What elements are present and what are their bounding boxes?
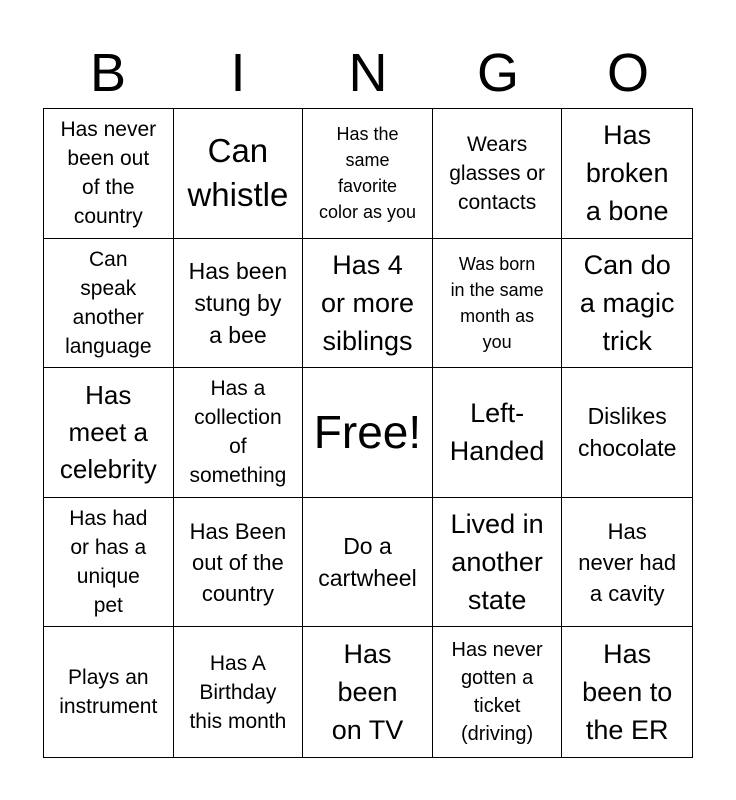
cell-text: Has the same favorite color as you (318, 124, 417, 223)
cell-text: Has been stung by a bee (188, 257, 288, 348)
bingo-cell[interactable] (562, 368, 692, 498)
bingo-cell[interactable] (433, 109, 563, 239)
header-letter-i: I (230, 43, 246, 103)
cell-text: Has been to the ER (582, 639, 673, 746)
cell-text: Dislikes chocolate (577, 403, 677, 462)
bingo-cell[interactable] (44, 368, 174, 498)
bingo-cell[interactable] (303, 498, 433, 628)
bingo-cell[interactable] (303, 368, 433, 498)
bingo-cell[interactable] (562, 239, 692, 369)
bingo-cell[interactable] (433, 498, 563, 628)
bingo-cell[interactable] (174, 109, 304, 239)
cell-text: Do a cartwheel (318, 533, 417, 592)
cell-text: Has never been out of the country (60, 118, 157, 229)
cell-text: Left- Handed (449, 398, 545, 467)
bingo-cell[interactable] (44, 627, 174, 757)
bingo-cell[interactable] (433, 368, 563, 498)
cell-text: Has broken a bone (585, 120, 669, 227)
bingo-board (43, 108, 693, 758)
bingo-cell[interactable] (303, 109, 433, 239)
bingo-cell[interactable] (174, 627, 304, 757)
bingo-cell[interactable] (562, 498, 692, 628)
bingo-cell[interactable] (562, 627, 692, 757)
cell-text: Has 4 or more siblings (320, 249, 414, 356)
cell-text: Plays an instrument (59, 666, 158, 719)
cell-text: Has meet a celebrity (59, 379, 157, 484)
cell-text: Has A Birthday this month (189, 651, 287, 733)
header-letter-n: N (348, 43, 388, 103)
cell-text: Has had or has a unique pet (69, 507, 148, 618)
cell-text: Has never had a cavity (578, 518, 677, 606)
cell-text: Has Been out of the country (189, 518, 287, 606)
cell-text: Has never gotten a ticket (driving) (451, 639, 543, 746)
bingo-cell[interactable] (44, 498, 174, 628)
bingo-cell[interactable] (44, 109, 174, 239)
bingo-cell[interactable] (44, 239, 174, 369)
cell-text: Was born in the same month as you (450, 253, 544, 352)
bingo-cell[interactable] (433, 627, 563, 757)
cell-text: Wears glasses or contacts (449, 132, 545, 214)
bingo-cell[interactable] (303, 239, 433, 369)
cell-text: Can speak another language (65, 247, 152, 358)
cell-text: Can whistle (187, 132, 289, 214)
bingo-cell[interactable] (562, 109, 692, 239)
bingo-cell[interactable] (174, 368, 304, 498)
bingo-cell[interactable] (433, 239, 563, 369)
bingo-header (43, 38, 693, 108)
free-space-text: Free! (313, 406, 422, 459)
bingo-cell[interactable] (303, 627, 433, 757)
cell-text: Lived in another state (450, 509, 544, 616)
header-letter-b: B (89, 43, 127, 103)
cell-text: Can do a magic trick (579, 249, 675, 356)
header-letter-g: G (476, 43, 519, 103)
cell-text: Has a collection of something (189, 377, 287, 488)
bingo-cell[interactable] (174, 498, 304, 628)
bingo-cell[interactable] (174, 239, 304, 369)
header-letter-o: O (606, 43, 649, 103)
cell-text: Has been on TV (331, 639, 404, 746)
